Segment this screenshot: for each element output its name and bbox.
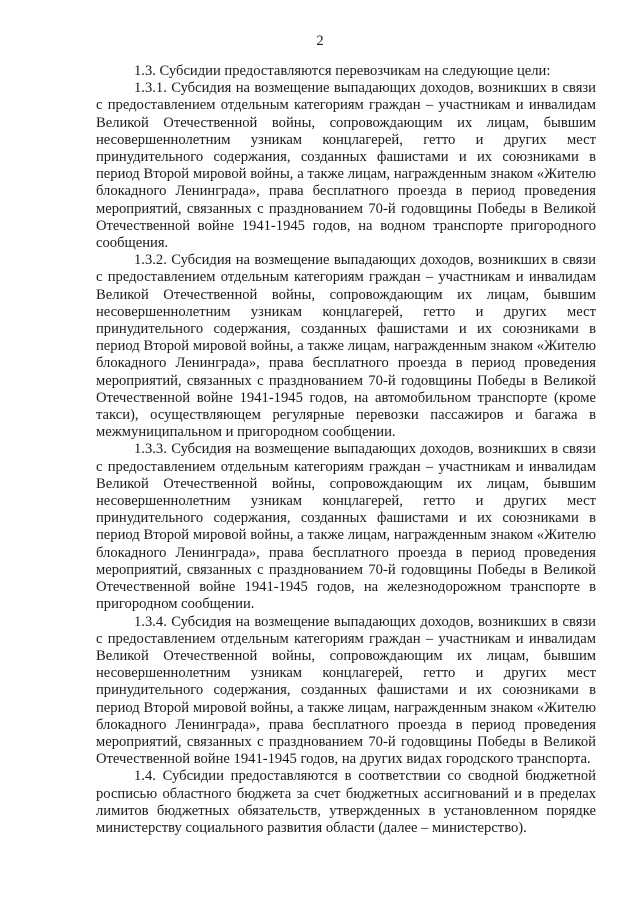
document-body (96, 63, 596, 837)
paragraph-1-3-3: 1.3.3. Субсидия на возмещение выпадающих доходов, возникших в связи с предоставлением отдельным категориям граждан – участникам и инвалидам Великой Отечественной войны, сопровождающим их лицам, бывшим несовершеннолетним узникам концлагерей, гетто и других мест принудительного содержания, созданных фашистами и их союзниками в период Второй мировой войны, а также лицам, награжденным знаком «Жителю блокадного Ленинграда», права бесплатного проезда в период проведения мероприятий, связанных с празднованием 70-й годовщины Победы в Великой Отечественной войне 1941-1945 годов, на железнодорожном транспорте в пригородном сообщении. (96, 441, 596, 613)
paragraph-1-4: 1.4. Субсидии предоставляются в соответствии со сводной бюджетной росписью областного бюджета за счет бюджетных ассигнований и в пределах лимитов бюджетных обязательств, утвержденных в установленном порядке министерству социального развития области (далее – министерство). (96, 768, 596, 836)
paragraph-1-3: 1.3. Субсидии предоставляются перевозчикам на следующие цели: (134, 63, 551, 79)
paragraph-1-3-2: 1.3.2. Субсидия на возмещение выпадающих доходов, возникших в связи с предоставлением отдельным категориям граждан – участникам и инвалидам Великой Отечественной войны, сопровождающим их лицам, бывшим несовершеннолетним узникам концлагерей, гетто и других мест принудительного содержания, созданных фашистами и их союзниками в период Второй мировой войны, а также лицам, награжденным знаком «Жителю блокадного Ленинграда», права бесплатного проезда в период проведения мероприятий, связанных с празднованием 70-й годовщины Победы в Великой Отечественной войне 1941-1945 годов, на автомобильном транспорте (кроме такси), осуществляющем регулярные перевозки пассажиров и багажа в межмуниципальном и пригородном сообщении. (96, 252, 596, 441)
paragraph-1-3-1: 1.3.1. Субсидия на возмещение выпадающих доходов, возникших в связи с предоставлением отдельным категориям граждан – участникам и инвалидам Великой Отечественной войны, сопровождающим их лицам, бывшим несовершеннолетним узникам концлагерей, гетто и других мест принудительного содержания, созданных фашистами и их союзниками в период Второй мировой войны, а также лицам, награжденным знаком «Жителю блокадного Ленинграда», права бесплатного проезда в период проведения мероприятий, связанных с празднованием 70-й годовщины Победы в Великой Отечественной войне 1941-1945 годов, на водном транспорте пригородного сообщения. (96, 80, 596, 252)
paragraph-1-3-4: 1.3.4. Субсидия на возмещение выпадающих доходов, возникших в связи с предоставлением отдельным категориям граждан – участникам и инвалидам Великой Отечественной войны, сопровождающим их лицам, бывшим несовершеннолетним узникам концлагерей, гетто и других мест принудительного содержания, созданных фашистами и их союзниками в период Второй мировой войны, а также лицам, награжденным знаком «Жителю блокадного Ленинграда», права бесплатного проезда в период проведения мероприятий, связанных с празднованием 70-й годовщины Победы в Великой Отечественной войне 1941-1945 годов, на других видах городского транспорта. (96, 613, 596, 768)
page-number: 2 (316, 33, 324, 49)
